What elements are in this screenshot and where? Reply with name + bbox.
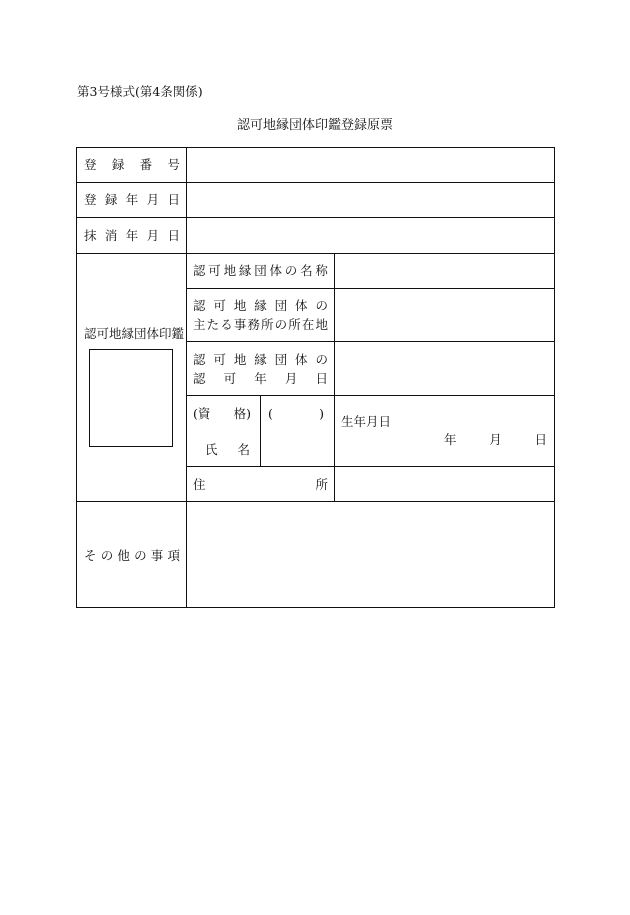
- other-matters-label: そ の 他 の 事 項: [84, 548, 180, 563]
- seal-label: 認可地縁団体印鑑: [84, 326, 185, 341]
- other-matters-field[interactable]: [187, 502, 554, 607]
- org-office-field[interactable]: [335, 289, 554, 341]
- address-label: 住 所: [193, 477, 328, 492]
- birth-date-ymd: 年 月 日: [444, 432, 547, 447]
- registration-date-field[interactable]: [187, 183, 554, 217]
- seal-impression-box: [89, 349, 173, 447]
- form-number: 第3号様式(第4条関係): [77, 84, 203, 99]
- registration-number-label: 登 録 番 号: [84, 157, 180, 172]
- full-name-label: 氏 名: [205, 442, 250, 457]
- org-office-label-line2: 主 た る 事 務 所 の 所 在 地: [193, 317, 328, 332]
- table-border-bottom: [76, 607, 555, 608]
- address-field[interactable]: [335, 467, 554, 501]
- approval-date-label-line1: 認 可 地 縁 団 体 の: [193, 352, 328, 367]
- org-name-label: 認 可 地 縁 団 体 の 名 称: [193, 263, 328, 278]
- registration-number-field[interactable]: [187, 148, 554, 182]
- birth-date-label: 生年月日: [341, 414, 392, 429]
- org-name-field[interactable]: [335, 254, 554, 288]
- cancellation-date-field[interactable]: [187, 218, 554, 253]
- approval-date-label-line2: 認 可 年 月 日: [193, 371, 328, 386]
- representative-field[interactable]: [261, 396, 334, 466]
- table-border-right: [554, 147, 555, 608]
- org-office-label-line1: 認 可 地 縁 団 体 の: [193, 298, 328, 313]
- cancellation-date-label: 抹 消 年 月 日: [84, 228, 180, 243]
- approval-date-field[interactable]: [335, 342, 554, 395]
- page-title: 認可地縁団体印鑑登録原票: [236, 118, 393, 133]
- qualification-label: (資 格): [193, 406, 251, 421]
- table-border-left: [76, 147, 77, 608]
- table-rule: [186, 395, 555, 396]
- qualification-paren: ( ): [268, 406, 324, 421]
- registration-date-label: 登 録 年 月 日: [84, 192, 180, 207]
